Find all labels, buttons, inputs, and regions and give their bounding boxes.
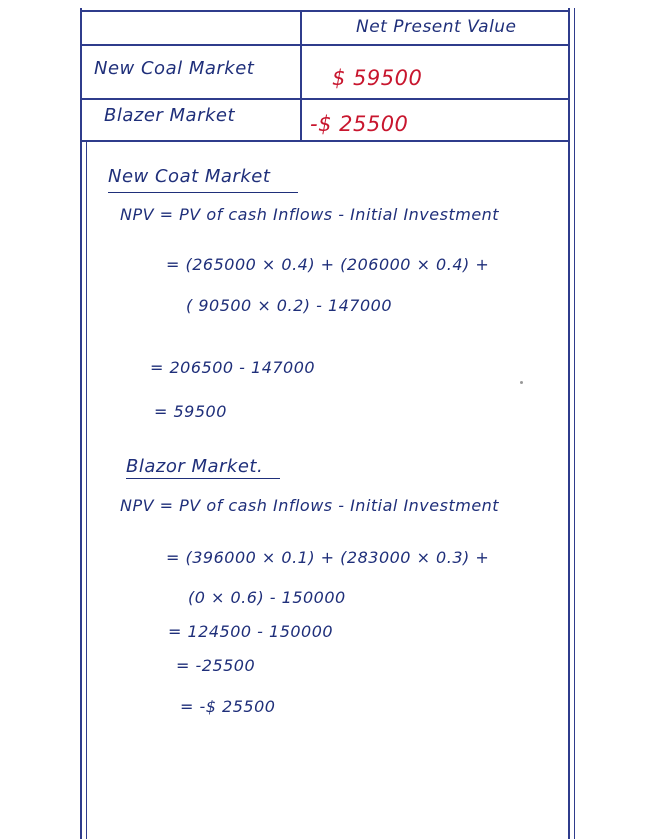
table-top-line <box>80 10 570 12</box>
table-row-line <box>80 98 570 100</box>
table-header: Net Present Value <box>356 17 517 37</box>
npv-formula-line: NPV = PV of cash Inflows - Initial Investment <box>120 205 500 224</box>
calc-line: = 206500 - 147000 <box>150 358 316 377</box>
calc-line: ( 90500 × 0.2) - 147000 <box>186 296 393 315</box>
pen-mark <box>520 381 523 384</box>
frame-right-line <box>568 8 570 839</box>
table-bottom-line <box>80 140 570 142</box>
frame-left-line <box>80 8 82 839</box>
section-title-underline <box>108 192 298 193</box>
result-line: = 59500 <box>154 402 227 421</box>
section-title-new-coat-market: New Coat Market <box>108 166 271 187</box>
section-title-blazor-market: Blazor Market. <box>126 456 264 477</box>
calc-line: = (396000 × 0.1) + (283000 × 0.3) + <box>166 548 490 567</box>
table-column-divider <box>300 10 302 142</box>
frame-right-inner-line <box>574 8 575 839</box>
row-value-new-coal-market: $ 59500 <box>332 66 423 90</box>
calc-line: = -25500 <box>176 656 256 675</box>
table-header-line <box>80 44 570 46</box>
result-line: = -$ 25500 <box>180 697 276 716</box>
row-label-blazer-market: Blazer Market <box>104 105 236 126</box>
frame-left-inner-line <box>86 140 87 839</box>
calc-line: = 124500 - 150000 <box>168 622 334 641</box>
row-label-new-coal-market: New Coal Market <box>94 58 255 79</box>
calc-line: = (265000 × 0.4) + (206000 × 0.4) + <box>166 255 490 274</box>
npv-formula-line: NPV = PV of cash Inflows - Initial Investment <box>120 496 500 515</box>
section-title-underline <box>126 478 280 479</box>
calc-line: (0 × 0.6) - 150000 <box>188 588 346 607</box>
row-value-blazer-market: -$ 25500 <box>310 112 409 136</box>
